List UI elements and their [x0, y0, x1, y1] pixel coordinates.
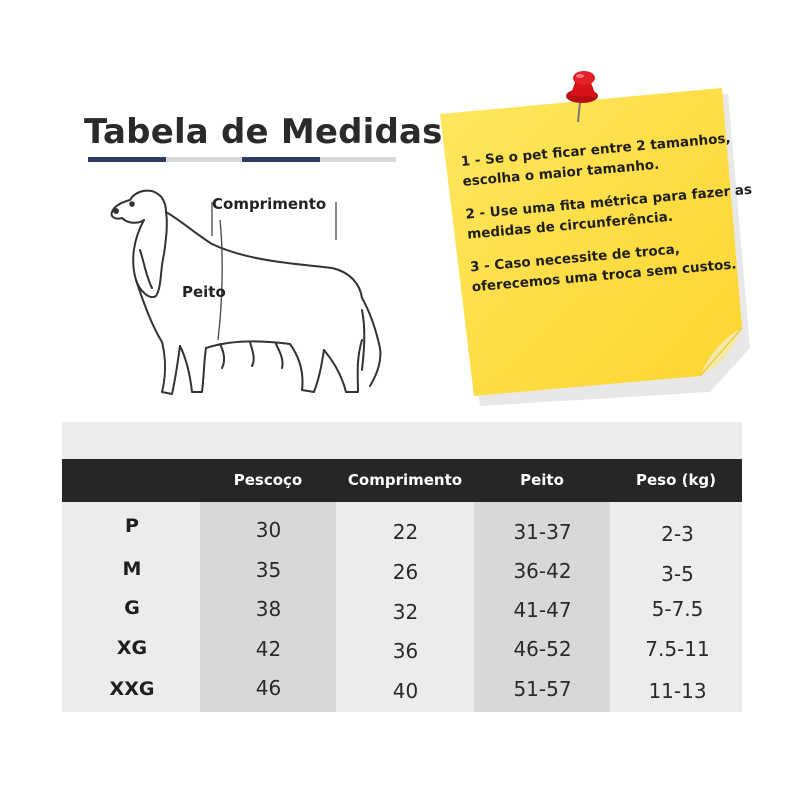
cell-pescoco: 38	[255, 597, 282, 621]
note-item-2: 2 - Use uma fita métrica para fazer as medidas de circunferência.	[464, 181, 753, 243]
cell-peso: 7.5-11	[645, 637, 710, 661]
cell-pescoco: 42	[255, 637, 282, 661]
cell-peito: 51-57	[513, 677, 572, 701]
cell-peso: 5-7.5	[651, 597, 704, 621]
cell-comprimento: 26	[392, 560, 419, 584]
header-peso: Peso (kg)	[635, 471, 717, 489]
title-underline	[88, 157, 396, 162]
size-label: G	[124, 597, 140, 619]
cell-pescoco: 35	[255, 558, 282, 582]
cell-pescoco: 30	[255, 518, 282, 542]
cell-peso: 3-5	[661, 562, 694, 586]
page-title: Tabela de Medidas	[84, 112, 443, 152]
cell-comprimento: 36	[392, 639, 419, 663]
cell-peso: 11-13	[648, 679, 707, 703]
header-comprimento: Comprimento	[347, 471, 463, 489]
note-item-1: 1 - Se o pet ficar entre 2 tamanhos, escolha o maior tamanho.	[460, 130, 732, 190]
cell-peito: 46-52	[513, 637, 572, 661]
cell-peso: 2-3	[661, 522, 694, 546]
header-peito: Peito	[520, 471, 564, 489]
header-pescoco: Pescoço	[233, 471, 303, 489]
chest-label: Peito	[182, 283, 226, 301]
cell-comprimento: 32	[392, 600, 419, 624]
note-text	[460, 127, 763, 311]
cell-peito: 36-42	[513, 559, 572, 583]
dog-diagram	[100, 180, 390, 415]
cell-comprimento: 22	[392, 520, 419, 544]
note-item-3: 3 - Caso necessite de troca, oferecemos uma troca sem custos.	[469, 241, 738, 296]
cell-peito: 41-47	[513, 598, 572, 622]
size-label: M	[122, 558, 142, 580]
size-label: XG	[116, 637, 148, 659]
cell-pescoco: 46	[255, 676, 282, 700]
cell-peito: 31-37	[513, 520, 572, 544]
size-label: P	[125, 515, 139, 537]
length-label: Comprimento	[212, 195, 327, 213]
cell-comprimento: 40	[392, 679, 419, 703]
size-label: XXG	[109, 678, 155, 700]
